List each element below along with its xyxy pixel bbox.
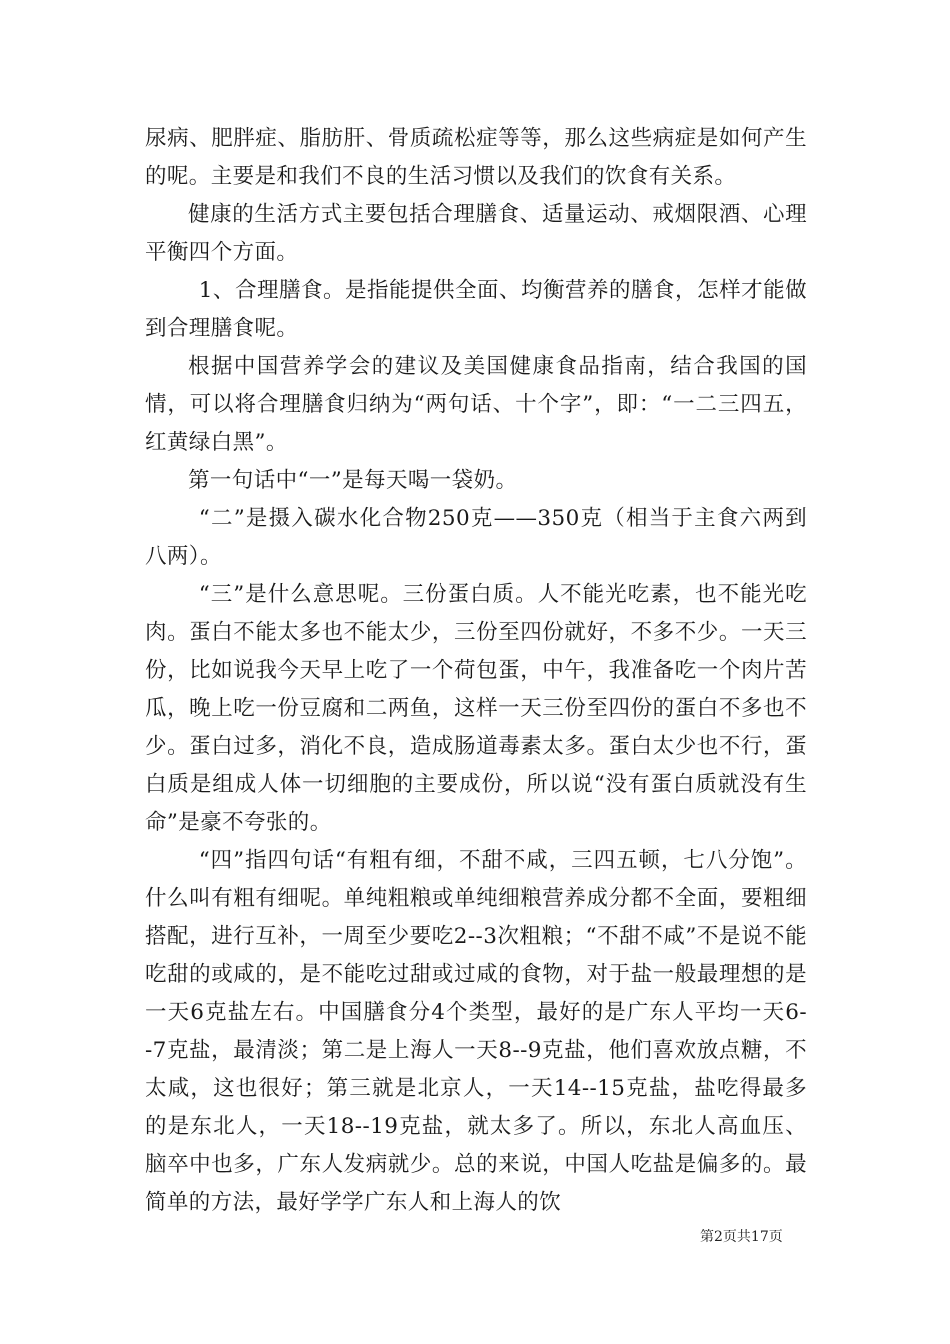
page-body (145, 120, 807, 1222)
paragraph-point-two: “二”是摄入碳水化合物250克——350克（相当于主食六两到八两）。 (145, 506, 807, 569)
paragraph-healthy-lifestyle: 健康的生活方式主要包括合理膳食、适量运动、戒烟限酒、心理平衡四个方面。 (145, 202, 807, 265)
paragraph-point-four: “四”指四句话“有粗有细，不甜不咸，三四五顿，七八分饱”。什么叫有粗有细呢。单纯粗粮或单纯细粮营养成分都不全面，要粗细搭配，进行互补，一周至少要吃2--3次粗粮；“不甜不咸”不是说不能吃甜的或咸的，是不能吃过甜或过咸的食物，对于盐一般最理想的是一天6克盐左右。中国膳食分4个类型，最好的是广东人平均一天6--7克盐，最清淡；第二是上海人一天8--9克盐，他们喜欢放点糖，不太咸，这也很好；第三就是北京人，一天14--15克盐，盐吃得最多的是东北人，一天18--19克盐，就太多了。所以，东北人高血压、脑卒中也多，广东人发病就少。总的来说，中国人吃盐是偏多的。最简单的方法，最好学学广东人和上海人的饮 (145, 848, 807, 1215)
paragraph-continuation: 尿病、肥胖症、脂肪肝、骨质疏松症等等，那么这些病症是如何产生的呢。主要是和我们不良的生活习惯以及我们的饮食有关系。 (145, 126, 807, 189)
paragraph-nutrition-guideline: 根据中国营养学会的建议及美国健康食品指南，结合我国的国情，可以将合理膳食归纳为“两句话、十个字”，即：“一二三四五，红黄绿白黑”。 (145, 354, 807, 455)
paragraph-point-three: “三”是什么意思呢。三份蛋白质。人不能光吃素，也不能光吃肉。蛋白不能太多也不能太少，三份至四份就好，不多不少。一天三份，比如说我今天早上吃了一个荷包蛋，中午，我准备吃一个肉片苦瓜，晚上吃一份豆腐和二两鱼，这样一天三份至四份的蛋白不多也不少。蛋白过多，消化不良，造成肠道毒素太多。蛋白太少也不行，蛋白质是组成人体一切细胞的主要成份，所以说“没有蛋白质就没有生命”是豪不夸张的。 (145, 582, 807, 835)
paragraph-reasonable-diet: 1、合理膳食。是指能提供全面、均衡营养的膳食，怎样才能做到合理膳食呢。 (145, 278, 807, 341)
paragraph-first-sentence: 第一句话中“一”是每天喝一袋奶。 (188, 468, 518, 493)
page-number-footer: 第2页共17页 (700, 1229, 783, 1245)
